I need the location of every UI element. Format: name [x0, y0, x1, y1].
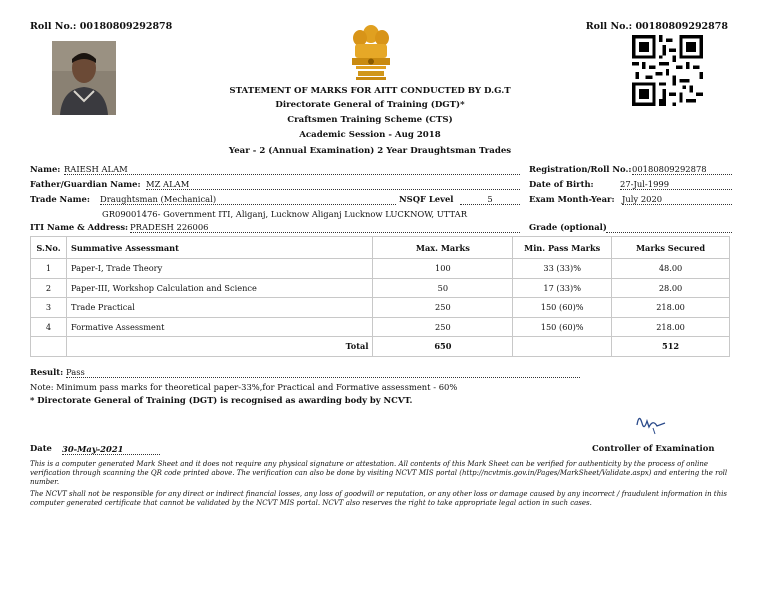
subject-cell: Trade Practical: [66, 298, 372, 318]
secured-cell: 28.00: [612, 278, 730, 298]
national-emblem-logo: [347, 22, 395, 82]
iti-value-line2: PRADESH 226006: [130, 222, 520, 233]
exam-label: Exam Month-Year:: [529, 194, 615, 204]
name-value: RAIESH ALAM: [64, 164, 520, 175]
note-text: Note: Minimum pass marks for theoretical paper-33%,for Practical and Formative assessment - 60%: [30, 382, 458, 392]
result-label: Result:: [30, 367, 64, 377]
max-marks-cell: 50: [373, 278, 513, 298]
min-pass-cell: 150 (60)%: [513, 317, 612, 337]
serial-cell: 2: [31, 278, 67, 298]
registration-value: 00180809292878: [632, 164, 732, 175]
column-header: Max. Marks: [373, 237, 513, 259]
total-label: Total: [66, 337, 372, 357]
iti-label: ITI Name & Address:: [30, 222, 129, 232]
column-header: Marks Secured: [612, 237, 730, 259]
registration-label: Registration/Roll No.:: [529, 164, 632, 174]
date-label: Date: [30, 443, 52, 453]
trade-value: Draughtsman (Mechanical): [100, 194, 396, 205]
serial-cell: 1: [31, 259, 67, 279]
year-heading: Year - 2 (Annual Examination) 2 Year Draughtsman Trades: [228, 146, 512, 156]
column-header: S.No.: [31, 237, 67, 259]
table-row: [31, 298, 730, 318]
min-pass-cell: 150 (60)%: [513, 298, 612, 318]
disclaimer-verification: This is a computer generated Mark Sheet and it does not require any physical signature or attestation. All contents of this Mark Sheet can be verified for authenticity by the process of online verification through scanning the QR code printed above. The verification can also be done by visiting NCVT MIS portal (http://ncvtmis.gov.in/Pages/MarkSheet/Validate.aspx) and entering the roll number.: [30, 460, 728, 486]
max-marks-cell: 250: [373, 317, 513, 337]
secured-cell: 218.00: [612, 317, 730, 337]
controller-title: Controller of Examination: [592, 443, 715, 453]
total-row: [31, 337, 730, 357]
roll-number-right: Roll No.: 00180809292878: [585, 21, 728, 32]
father-value: MZ ALAM: [146, 179, 520, 190]
min-pass-cell: 17 (33)%: [513, 278, 612, 298]
max-marks-cell: 250: [373, 298, 513, 318]
disclaimer-liability: The NCVT shall not be responsible for any direct or indirect financial losses, any loss of goodwill or reputation, or any other loss or damage caused by any incorrect / fraudulent information in this computer generated certificate that cannot be validated by the NCVT MIS portal. NCVT also reserves the right to take appropriate legal action in such cases.: [30, 490, 727, 507]
controller-signature: [633, 411, 669, 435]
nsqf-value: 5: [460, 194, 520, 205]
dgt-note: * Directorate General of Training (DGT) is recognised as awarding body by NCVT.: [30, 395, 413, 405]
subject-cell: Formative Assessment: [66, 317, 372, 337]
table-row: [31, 317, 730, 337]
table-header-row: [31, 237, 730, 259]
session-heading: Academic Session - Aug 2018: [299, 130, 441, 140]
nsqf-label: NSQF Level: [399, 194, 454, 204]
name-label: Name:: [30, 164, 61, 174]
column-header: Summative Assessmant: [66, 237, 372, 259]
marks-table: [30, 236, 730, 357]
dob-value: 27-Jul-1999: [620, 179, 732, 190]
statement-title: STATEMENT OF MARKS FOR AITT CONDUCTED BY D.G.T: [229, 86, 511, 96]
result-value: Pass: [66, 367, 580, 378]
grade-value-line: [606, 222, 732, 233]
trade-label: Trade Name:: [30, 194, 90, 204]
column-header: Min. Pass Marks: [513, 237, 612, 259]
dgt-heading: Directorate General of Training (DGT)*: [275, 100, 465, 110]
serial-cell: 4: [31, 317, 67, 337]
subject-cell: Paper-III, Workshop Calculation and Science: [66, 278, 372, 298]
table-row: [31, 278, 730, 298]
scheme-heading: Craftsmen Training Scheme (CTS): [287, 115, 453, 125]
min-pass-cell: 33 (33)%: [513, 259, 612, 279]
total-max-marks: 650: [373, 337, 513, 357]
subject-cell: Paper-I, Trade Theory: [66, 259, 372, 279]
iti-value-line1: GR09001476- Government ITI, Aliganj, Lucknow Aliganj Lucknow LUCKNOW, UTTAR: [102, 209, 468, 219]
father-label: Father/Guardian Name:: [30, 179, 141, 189]
total-secured: 512: [612, 337, 730, 357]
grade-label: Grade (optional): [529, 222, 607, 232]
serial-cell: 3: [31, 298, 67, 318]
exam-value: July 2020: [622, 194, 732, 205]
max-marks-cell: 100: [373, 259, 513, 279]
dob-label: Date of Birth:: [529, 179, 594, 189]
table-row: [31, 259, 730, 279]
secured-cell: 48.00: [612, 259, 730, 279]
date-value: 30-May-2021: [62, 444, 160, 455]
roll-number-left: Roll No.: 00180809292878: [30, 21, 173, 32]
secured-cell: 218.00: [612, 298, 730, 318]
